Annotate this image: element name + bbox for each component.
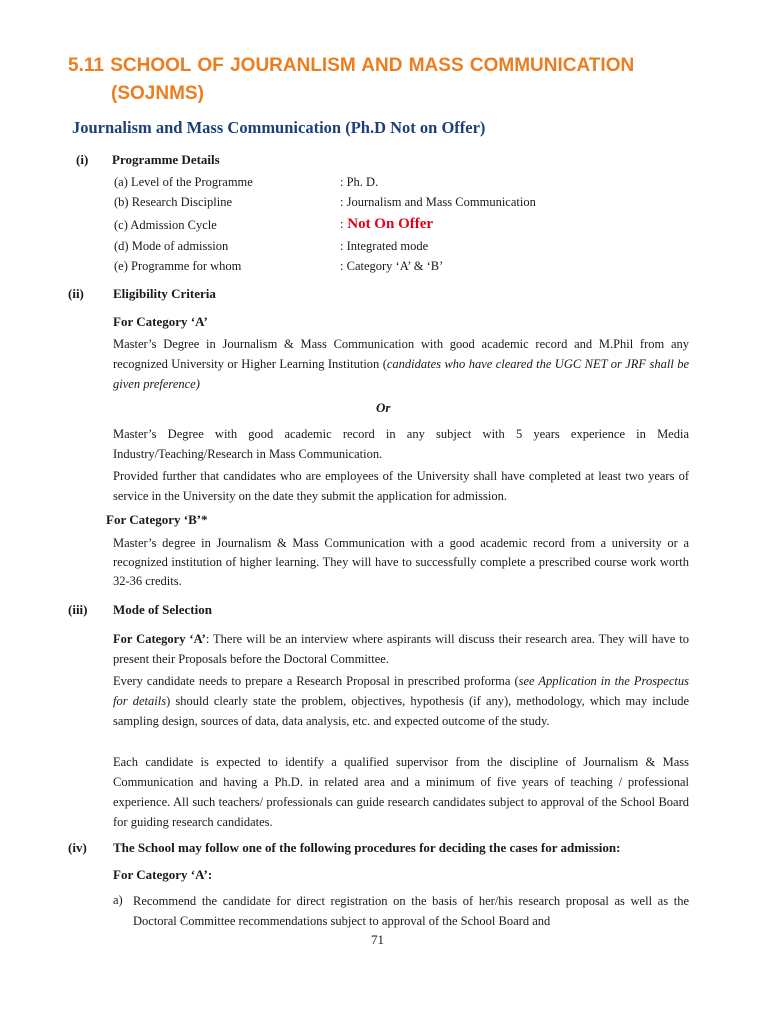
section-iv-number: (iv): [68, 840, 87, 855]
procedures-heading: The School may follow one of the following procedures for deciding the cases for admission:: [113, 840, 621, 855]
section-iii-number: (iii): [68, 602, 88, 617]
section-title: [68, 52, 708, 108]
section-title-line1: SCHOOL OF JOURANLISM AND MASS COMMUNICATION: [110, 55, 635, 76]
selection-cat-a-desc: : There will be an interview where aspirants will discuss their research area. They will have to present their Proposals before the Doctoral Committee.: [113, 632, 689, 666]
programme-details-heading: Programme Details: [112, 152, 220, 167]
eligibility-proviso: Provided further that candidates who are employees of the University shall have completed at least two years of service in the University on the date they submit the application for admission.: [113, 469, 689, 503]
eligibility-heading: Eligibility Criteria: [113, 286, 216, 301]
detail-sep: :: [340, 239, 344, 253]
detail-sep: :: [340, 217, 344, 231]
proposal-post: ) should clearly state the problem, objectives, hypothesis (if any), methodology, which may include sampling design, sources of data, data analysis, etc. and expected outcome of the study.: [113, 694, 690, 728]
research-proposal-text: [113, 671, 689, 731]
detail-value: Category ‘A’ & ‘B’: [343, 259, 444, 273]
selection-cat-a-text: [113, 629, 689, 669]
procedures-cat-a-heading: For Category ‘A’:: [113, 867, 213, 882]
detail-value: Journalism and Mass Communication: [343, 195, 536, 209]
eligibility-cat-b-heading: For Category ‘B’*: [106, 512, 208, 527]
supervisor-text: Each candidate is expected to identify a qualified supervisor from the discipline of Journalism & Mass Communication and having a Ph.D. in related area and a minimum of five years of teaching / professional experience. All such teachers/ professionals can guide research candidates subject to approval of the School Board for guiding research candidates.: [113, 755, 689, 829]
ugc-net-preference-note: candidates who have cleared the UGC NET or JRF shall be given preference): [113, 357, 689, 391]
detail-key: (c) Admission Cycle: [114, 218, 217, 232]
not-on-offer-value: Not On Offer: [343, 216, 434, 232]
selection-cat-a-label: For Category ‘A’: [113, 632, 206, 646]
detail-key: (e) Programme for whom: [114, 259, 242, 273]
detail-sep: :: [340, 175, 344, 189]
selection-heading: Mode of Selection: [113, 602, 212, 617]
eligibility-cat-a-plain: Master’s Degree in Journalism & Mass Communication with good academic record and M.Phil from any recognized University or Higher Learning Institution (: [113, 337, 689, 371]
or-separator: Or: [376, 400, 391, 415]
section-ii-number: (ii): [68, 286, 84, 301]
eligibility-cat-a-heading: For Category ‘A’: [113, 314, 208, 329]
detail-sep: :: [340, 195, 344, 209]
page-number: 71: [371, 932, 384, 947]
section-i-number: (i): [76, 152, 89, 167]
detail-value: Ph. D.: [343, 175, 379, 189]
item-a-text: Recommend the candidate for direct registration on the basis of her/his research proposal as well as the Doctoral Committee recommendations subject to approval of the School Board and: [133, 894, 689, 928]
detail-value: Integrated mode: [343, 239, 429, 253]
item-a-label: a): [113, 893, 123, 907]
detail-key: (d) Mode of admission: [114, 239, 229, 253]
detail-sep: :: [340, 259, 344, 273]
detail-key: (b) Research Discipline: [114, 195, 233, 209]
eligibility-cat-a-text: [113, 334, 689, 394]
programme-subheading: Journalism and Mass Communication (Ph.D Not on Offer): [72, 118, 486, 137]
section-title-line2: (SOJNMS): [111, 83, 204, 104]
detail-key: (a) Level of the Programme: [114, 175, 253, 189]
proposal-prospectus-note: see Application in the Prospectus for details: [113, 674, 689, 708]
proposal-pre: Every candidate needs to prepare a Research Proposal in prescribed proforma (: [113, 674, 519, 688]
eligibility-cat-b-text: Master’s degree in Journalism & Mass Communication with a good academic record from a university or a recognized institution of higher learning. They will have to successfully complete a prescribed course work worth 32-36 credits.: [113, 536, 689, 588]
section-number: 5.11: [68, 55, 104, 76]
eligibility-cat-a-alternative: Master’s Degree with good academic record in any subject with 5 years experience in Media Industry/Teaching/Research in Mass Communication.: [113, 427, 689, 461]
